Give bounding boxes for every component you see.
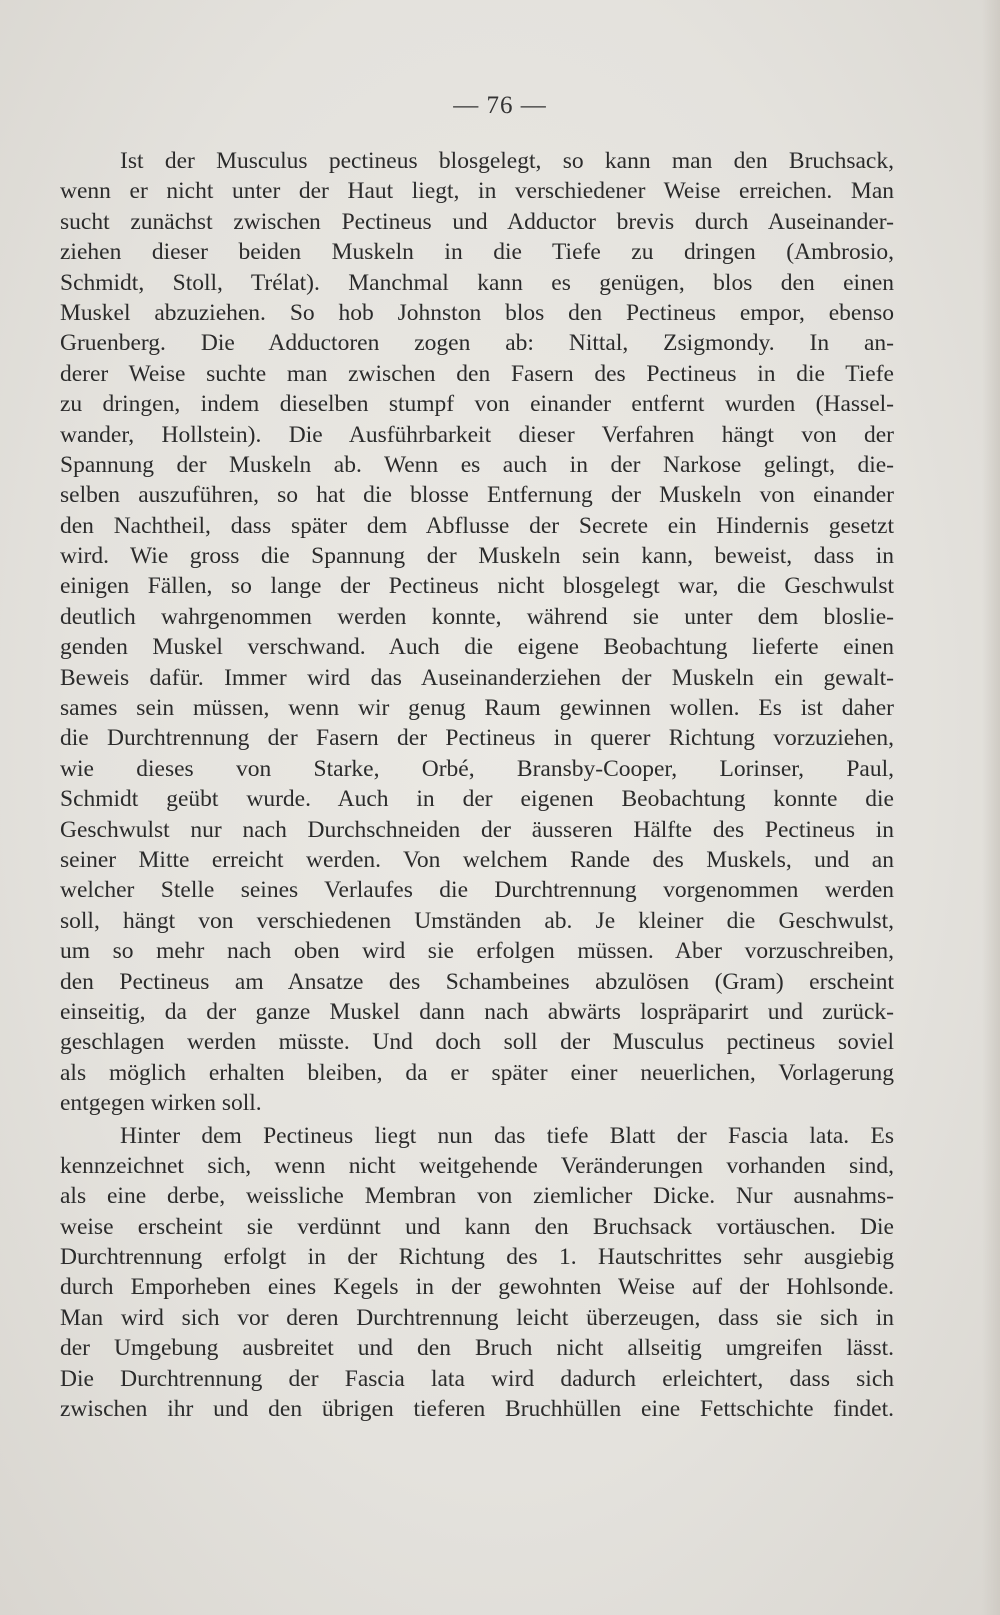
text-line: derer Weise suchte man zwischen den Fasern des Pectineus in die Tiefe — [60, 360, 894, 387]
text-line: wenn er nicht unter der Haut liegt, in verschiedener Weise erreichen. Man — [60, 178, 894, 205]
text-line: einseitig, da der ganze Muskel dann nach abwärts lospräparirt und zurück- — [60, 998, 894, 1025]
text-line: der Umgebung ausbreitet und den Bruch nicht allseitig umgreifen lässt. — [60, 1335, 894, 1362]
text-line: genden Muskel verschwand. Auch die eigene Beobachtung lieferte einen — [60, 634, 894, 661]
text-line: deutlich wahrgenommen werden konnte, während sie unter dem bloslie- — [60, 603, 894, 630]
text-line: Muskel abzuziehen. So hob Johnston blos den Pectineus empor, ebenso — [60, 299, 894, 326]
text-line: welcher Stelle seines Verlaufes die Durchtrennung vorgenommen werden — [60, 877, 894, 904]
text-line: Schmidt geübt wurde. Auch in der eigenen Beobachtung konnte die — [60, 786, 894, 813]
paragraph-1 — [60, 146, 894, 1119]
text-line: weise erscheint sie verdünnt und kann den Bruchsack vortäuschen. Die — [60, 1213, 894, 1240]
text-line: geschlagen werden müsste. Und doch soll der Musculus pectineus soviel — [60, 1029, 894, 1056]
text-line: Die Durchtrennung der Fascia lata wird dadurch erleichtert, dass sich — [60, 1365, 894, 1392]
text-line: wie dieses von Starke, Orbé, Bransby-Cooper, Lorinser, Paul, — [60, 755, 894, 782]
text-line: die Durchtrennung der Fasern der Pectineus in querer Richtung vorzuziehen, — [60, 725, 894, 752]
text-line: kennzeichnet sich, wenn nicht weitgehende Veränderungen vorhanden sind, — [60, 1152, 894, 1179]
text-line: zwischen ihr und den übrigen tieferen Bruchhüllen eine Fettschichte findet. — [60, 1396, 894, 1423]
text-line: Gruenberg. Die Adductoren zogen ab: Nittal, Zsigmondy. In an- — [60, 330, 894, 357]
text-line: Man wird sich vor deren Durchtrennung leicht überzeugen, dass sie sich in — [60, 1304, 894, 1331]
body-text — [60, 146, 894, 1424]
paragraph-2 — [60, 1121, 894, 1425]
page-edge-shadow — [982, 0, 1000, 1615]
text-line: durch Emporheben eines Kegels in der gewohnten Weise auf der Hohlsonde. — [60, 1274, 894, 1301]
text-line: selben auszuführen, so hat die blosse Entfernung der Muskeln von einander — [60, 482, 894, 509]
text-line: Schmidt, Stoll, Trélat). Manchmal kann es genügen, blos den einen — [60, 269, 894, 296]
text-line: Spannung der Muskeln ab. Wenn es auch in der Narkose gelingt, die- — [60, 451, 894, 478]
text-line: Hinter dem Pectineus liegt nun das tiefe Blatt der Fascia lata. Es — [120, 1122, 894, 1149]
text-line: wander, Hollstein). Die Ausführbarkeit dieser Verfahren hängt von der — [60, 421, 894, 448]
text-line: um so mehr nach oben wird sie erfolgen müssen. Aber vorzuschreiben, — [60, 938, 894, 965]
text-line: als eine derbe, weissliche Membran von ziemlicher Dicke. Nur ausnahms- — [60, 1183, 894, 1210]
text-line: den Nachtheil, dass später dem Abflusse der Secrete ein Hindernis gesetzt — [60, 512, 894, 539]
text-line: zu dringen, indem dieselben stumpf von einander entfernt wurden (Hassel- — [60, 391, 894, 418]
text-line: den Pectineus am Ansatze des Schambeines abzulösen (Gram) erscheint — [60, 968, 894, 995]
text-line: wird. Wie gross die Spannung der Muskeln sein kann, beweist, dass in — [60, 543, 894, 570]
text-line: sucht zunächst zwischen Pectineus und Adductor brevis durch Auseinander- — [60, 208, 894, 235]
text-line: Ist der Musculus pectineus blosgelegt, so kann man den Bruchsack, — [120, 148, 894, 174]
text-line: Geschwulst nur nach Durchschneiden der äusseren Hälfte des Pectineus in — [60, 816, 894, 843]
text-line: seiner Mitte erreicht werden. Von welchem Rande des Muskels, und an — [60, 846, 894, 873]
text-line: ziehen dieser beiden Muskeln in die Tiefe zu dringen (Ambrosio, — [60, 239, 894, 266]
text-line: Durchtrennung erfolgt in der Richtung des 1. Hautschrittes sehr ausgiebig — [60, 1244, 894, 1271]
text-line: soll, hängt von verschiedenen Umständen ab. Je kleiner die Geschwulst, — [60, 907, 894, 934]
text-line: sames sein müssen, wenn wir genug Raum gewinnen wollen. Es ist daher — [60, 695, 894, 722]
text-line: als möglich erhalten bleiben, da er später einer neuerlichen, Vorlagerung — [60, 1059, 894, 1086]
text-line: Beweis dafür. Immer wird das Auseinanderziehen der Muskeln ein gewalt- — [60, 664, 894, 691]
text-line: entgegen wirken soll. — [60, 1090, 262, 1117]
page-number: — 76 — — [453, 92, 547, 119]
text-line: einigen Fällen, so lange der Pectineus nicht blosgelegt war, die Geschwulst — [60, 573, 894, 600]
